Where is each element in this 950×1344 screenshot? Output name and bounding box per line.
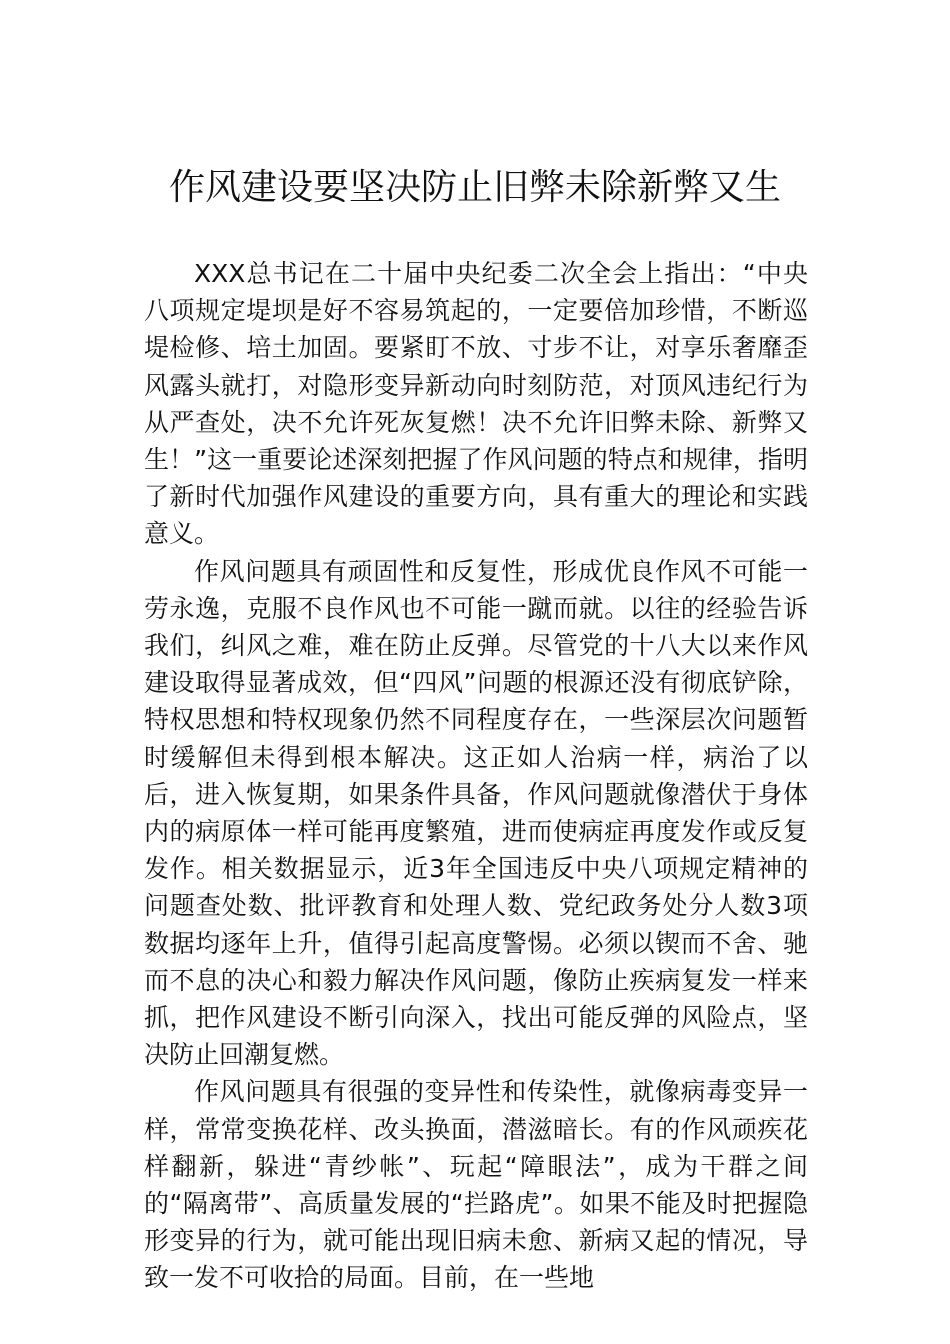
paragraph-1: XXX总书记在二十届中央纪委二次全会上指出：“中央八项规定堤坝是好不容易筑起的，一定要倍加珍惜，不断巡堤检修、培土加固。要紧盯不放、寸步不让，对享乐奢靡歪风露头就打，对隐形变异新动向时刻防范，对顶风违纪行为从严查处，决不允许死灰复燃！决不允许旧弊未除、新弊又生！”这一重要论述深刻把握了作风问题的特点和规律，指明了新时代加强作风建设的重要方向，具有重大的理论和实践意义。 xyxy=(144,259,808,549)
document-title: 作风建设要坚决防止旧弊未除新弊又生 xyxy=(168,167,781,208)
document-body xyxy=(144,255,808,1297)
paragraph-3: 作风问题具有很强的变异性和传染性，就像病毒变异一样，常常变换花样、改头换面，潜滋暗长。有的作风顽疾花样翻新，躲进“青纱帐”、玩起“障眼法”，成为干群之间的“隔离带”、高质量发展的“拦路虎”。如果不能及时把握隐形变异的行为，就可能出现旧病未愈、新病又起的情况，导致一发不可收拾的局面。目前，在一些地 xyxy=(144,1077,808,1293)
paragraph-2: 作风问题具有顽固性和反复性，形成优良作风不可能一劳永逸，克服不良作风也不可能一蹴而就。以往的经验告诉我们，纠风之难，难在防止反弹。尽管党的十八大以来作风建设取得显著成效，但“四风”问题的根源还没有彻底铲除，特权思想和特权现象仍然不同程度存在，一些深层次问题暂时缓解但未得到根本解决。这正如人治病一样，病治了以后，进入恢复期，如果条件具备，作风问题就像潜伏于身体内的病原体一样可能再度繁殖，进而使病症再度发作或反复发作。相关数据显示，近3年全国违反中央八项规定精神的问题查处数、批评教育和处理人数、党纪政务处分人数3项数据均逐年上升，值得引起高度警惕。必须以锲而不舍、驰而不息的决心和毅力解决作风问题，像防止疾病复发一样来抓，把作风建设不断引向深入，找出可能反弹的风险点，坚决防止回潮复燃。 xyxy=(144,556,808,1070)
